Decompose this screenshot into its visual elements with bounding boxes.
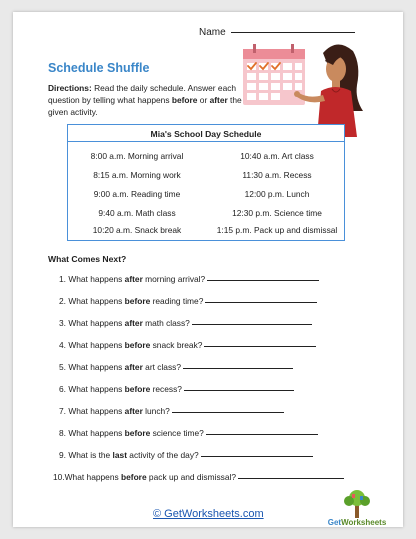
logo-wordmark: GetWorksheets [327,518,387,527]
question-number: 2. [59,296,66,306]
question-number: 1. [59,274,66,284]
schedule-item: 1:15 p.m. Pack up and dismissal [216,225,338,235]
schedule-item: 10:40 a.m. Art class [240,151,314,161]
question-item: 1. What happens after morning arrival? [59,274,319,284]
schedule-item: 9:40 a.m. Math class [98,208,176,218]
girl-calendar-illustration [235,35,375,137]
section-title: What Comes Next? [48,254,127,264]
answer-blank[interactable] [238,478,344,479]
schedule-title: Mia's School Day Schedule [150,129,262,139]
answer-blank[interactable] [206,434,318,435]
schedule-item: 12:00 p.m. Lunch [244,189,310,199]
name-blank[interactable] [231,32,355,33]
question-item: 4. What happens before snack break? [59,340,316,350]
schedule-divider [68,141,344,142]
answer-blank[interactable] [207,280,319,281]
getworksheets-logo [317,488,397,532]
schedule-item: 9:00 a.m. Reading time [93,189,181,199]
answer-blank[interactable] [204,346,316,347]
question-number: 4. [59,340,66,350]
answer-blank[interactable] [183,368,293,369]
question-number: 10. [53,472,65,482]
question-item: 10.What happens before pack up and dismissal? [53,472,344,482]
name-label: Name [199,27,226,38]
schedule-item: 12:30 p.m. Science time [232,208,322,218]
question-number: 7. [59,406,66,416]
question-item: 6. What happens before recess? [59,384,294,394]
question-number: 6. [59,384,66,394]
answer-blank[interactable] [205,302,317,303]
question-number: 3. [59,318,66,328]
question-item: 3. What happens after math class? [59,318,312,328]
schedule-item: 8:00 a.m. Morning arrival [90,151,184,161]
worksheet-page [13,12,403,527]
question-number: 9. [59,450,66,460]
schedule-box [67,124,345,241]
schedule-item: 11:30 a.m. Recess [242,170,312,180]
directions-label: Directions: [48,83,92,93]
question-number: 5. [59,362,66,372]
answer-blank[interactable] [184,390,294,391]
question-item: 5. What happens after art class? [59,362,293,372]
question-item: 8. What happens before science time? [59,428,318,438]
question-item: 7. What happens after lunch? [59,406,284,416]
question-number: 8. [59,428,66,438]
schedule-item: 8:15 a.m. Morning work [93,170,181,180]
tree-icon [317,488,397,520]
answer-blank[interactable] [201,456,313,457]
question-item: 2. What happens before reading time? [59,296,317,306]
schedule-item: 10:20 a.m. Snack break [92,225,182,235]
getworksheets-link[interactable]: © GetWorksheets.com [153,508,264,520]
answer-blank[interactable] [172,412,284,413]
question-item: 9. What is the last activity of the day? [59,450,313,460]
answer-blank[interactable] [192,324,312,325]
directions-text: Directions: Read the daily schedule. Answer each question by telling what happens before or after the given activity. [48,83,242,117]
worksheet-title: Schedule Shuffle [48,61,150,75]
